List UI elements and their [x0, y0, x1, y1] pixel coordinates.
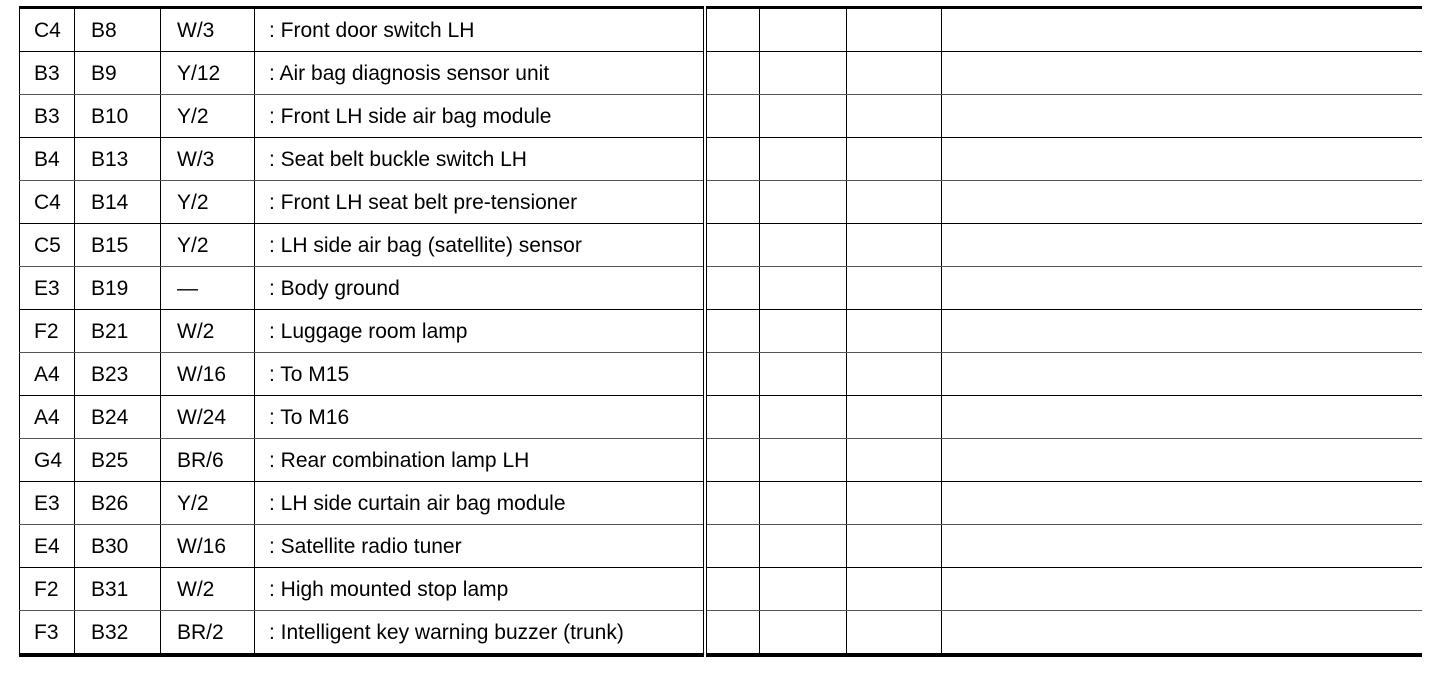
empty-cell	[847, 568, 942, 611]
empty-cell	[705, 224, 760, 267]
grid-location-cell: E3	[20, 482, 75, 525]
empty-cell	[760, 353, 847, 396]
connector-description-cell: : Seat belt buckle switch LH	[255, 138, 705, 181]
empty-cell	[942, 267, 1423, 310]
table-row	[20, 525, 1423, 568]
connector-number-cell: B15	[75, 224, 161, 267]
empty-cell	[760, 568, 847, 611]
empty-cell	[705, 396, 760, 439]
grid-location-cell: E3	[20, 267, 75, 310]
empty-cell	[705, 353, 760, 396]
connector-type-cell: BR/6	[161, 439, 255, 482]
connector-number-cell: B19	[75, 267, 161, 310]
table-row	[20, 439, 1423, 482]
table-row	[20, 568, 1423, 611]
connector-type-cell: W/24	[161, 396, 255, 439]
connector-number-cell: B32	[75, 611, 161, 656]
empty-cell	[847, 267, 942, 310]
connector-type-cell: W/3	[161, 138, 255, 181]
connector-type-cell: —	[161, 267, 255, 310]
grid-location-cell: G4	[20, 439, 75, 482]
connector-list-table	[19, 6, 1422, 657]
empty-cell	[942, 181, 1423, 224]
connector-number-cell: B31	[75, 568, 161, 611]
connector-type-cell: Y/2	[161, 181, 255, 224]
grid-location-cell: F2	[20, 568, 75, 611]
empty-cell	[847, 8, 942, 52]
empty-cell	[760, 224, 847, 267]
empty-cell	[847, 482, 942, 525]
empty-cell	[942, 8, 1423, 52]
empty-cell	[705, 52, 760, 95]
empty-cell	[760, 396, 847, 439]
connector-type-cell: W/16	[161, 525, 255, 568]
empty-cell	[760, 482, 847, 525]
connector-description-cell: : Front LH seat belt pre-tensioner	[255, 181, 705, 224]
connector-number-cell: B21	[75, 310, 161, 353]
connector-type-cell: W/16	[161, 353, 255, 396]
grid-location-cell: F3	[20, 611, 75, 656]
empty-cell	[847, 95, 942, 138]
connector-number-cell: B26	[75, 482, 161, 525]
grid-location-cell: A4	[20, 353, 75, 396]
connector-number-cell: B25	[75, 439, 161, 482]
empty-cell	[760, 181, 847, 224]
grid-location-cell: E4	[20, 525, 75, 568]
empty-cell	[705, 568, 760, 611]
table-row	[20, 224, 1423, 267]
empty-cell	[942, 52, 1423, 95]
table-row	[20, 8, 1423, 52]
empty-cell	[705, 267, 760, 310]
connector-description-cell: : Satellite radio tuner	[255, 525, 705, 568]
empty-cell	[760, 52, 847, 95]
connector-description-cell: : LH side air bag (satellite) sensor	[255, 224, 705, 267]
empty-cell	[847, 611, 942, 656]
grid-location-cell: C4	[20, 8, 75, 52]
empty-cell	[847, 224, 942, 267]
empty-cell	[847, 353, 942, 396]
empty-cell	[760, 525, 847, 568]
grid-location-cell: F2	[20, 310, 75, 353]
empty-cell	[705, 138, 760, 181]
table-row	[20, 267, 1423, 310]
empty-cell	[705, 482, 760, 525]
connector-description-cell: : To M15	[255, 353, 705, 396]
grid-location-cell: B4	[20, 138, 75, 181]
connector-type-cell: W/2	[161, 568, 255, 611]
table-row	[20, 138, 1423, 181]
empty-cell	[847, 525, 942, 568]
connector-description-cell: : High mounted stop lamp	[255, 568, 705, 611]
empty-cell	[847, 396, 942, 439]
table-row	[20, 95, 1423, 138]
connector-type-cell: Y/12	[161, 52, 255, 95]
empty-cell	[705, 525, 760, 568]
empty-cell	[760, 8, 847, 52]
grid-location-cell: C5	[20, 224, 75, 267]
grid-location-cell: B3	[20, 52, 75, 95]
connector-number-cell: B24	[75, 396, 161, 439]
empty-cell	[847, 439, 942, 482]
empty-cell	[847, 138, 942, 181]
connector-type-cell: Y/2	[161, 224, 255, 267]
empty-cell	[760, 611, 847, 656]
empty-cell	[705, 439, 760, 482]
connector-number-cell: B9	[75, 52, 161, 95]
connector-number-cell: B23	[75, 353, 161, 396]
empty-cell	[760, 267, 847, 310]
connector-type-cell: Y/2	[161, 95, 255, 138]
grid-location-cell: B3	[20, 95, 75, 138]
table-row	[20, 353, 1423, 396]
table-row	[20, 611, 1423, 656]
connector-description-cell: : Front door switch LH	[255, 8, 705, 52]
empty-cell	[705, 8, 760, 52]
empty-cell	[942, 611, 1423, 656]
connector-table-body	[20, 8, 1423, 656]
empty-cell	[942, 353, 1423, 396]
connector-description-cell: : To M16	[255, 396, 705, 439]
connector-description-cell: : LH side curtain air bag module	[255, 482, 705, 525]
grid-location-cell: C4	[20, 181, 75, 224]
empty-cell	[942, 525, 1423, 568]
connector-type-cell: W/3	[161, 8, 255, 52]
table-row	[20, 52, 1423, 95]
empty-cell	[942, 224, 1423, 267]
empty-cell	[847, 181, 942, 224]
empty-cell	[705, 310, 760, 353]
empty-cell	[942, 310, 1423, 353]
empty-cell	[760, 310, 847, 353]
connector-number-cell: B30	[75, 525, 161, 568]
connector-type-cell: W/2	[161, 310, 255, 353]
empty-cell	[760, 439, 847, 482]
empty-cell	[705, 611, 760, 656]
empty-cell	[942, 138, 1423, 181]
connector-number-cell: B8	[75, 8, 161, 52]
connector-number-cell: B13	[75, 138, 161, 181]
table-row	[20, 396, 1423, 439]
connector-description-cell: : Luggage room lamp	[255, 310, 705, 353]
empty-cell	[942, 439, 1423, 482]
empty-cell	[760, 138, 847, 181]
connector-description-cell: : Rear combination lamp LH	[255, 439, 705, 482]
connector-number-cell: B10	[75, 95, 161, 138]
table-row	[20, 310, 1423, 353]
empty-cell	[847, 310, 942, 353]
table-row	[20, 482, 1423, 525]
empty-cell	[942, 396, 1423, 439]
connector-description-cell: : Air bag diagnosis sensor unit	[255, 52, 705, 95]
connector-description-cell: : Body ground	[255, 267, 705, 310]
grid-location-cell: A4	[20, 396, 75, 439]
empty-cell	[942, 568, 1423, 611]
empty-cell	[705, 95, 760, 138]
connector-type-cell: Y/2	[161, 482, 255, 525]
empty-cell	[705, 181, 760, 224]
connector-type-cell: BR/2	[161, 611, 255, 656]
empty-cell	[942, 482, 1423, 525]
connector-description-cell: : Front LH side air bag module	[255, 95, 705, 138]
empty-cell	[847, 52, 942, 95]
empty-cell	[760, 95, 847, 138]
connector-description-cell: : Intelligent key warning buzzer (trunk)	[255, 611, 705, 656]
table-row	[20, 181, 1423, 224]
empty-cell	[942, 95, 1423, 138]
connector-number-cell: B14	[75, 181, 161, 224]
